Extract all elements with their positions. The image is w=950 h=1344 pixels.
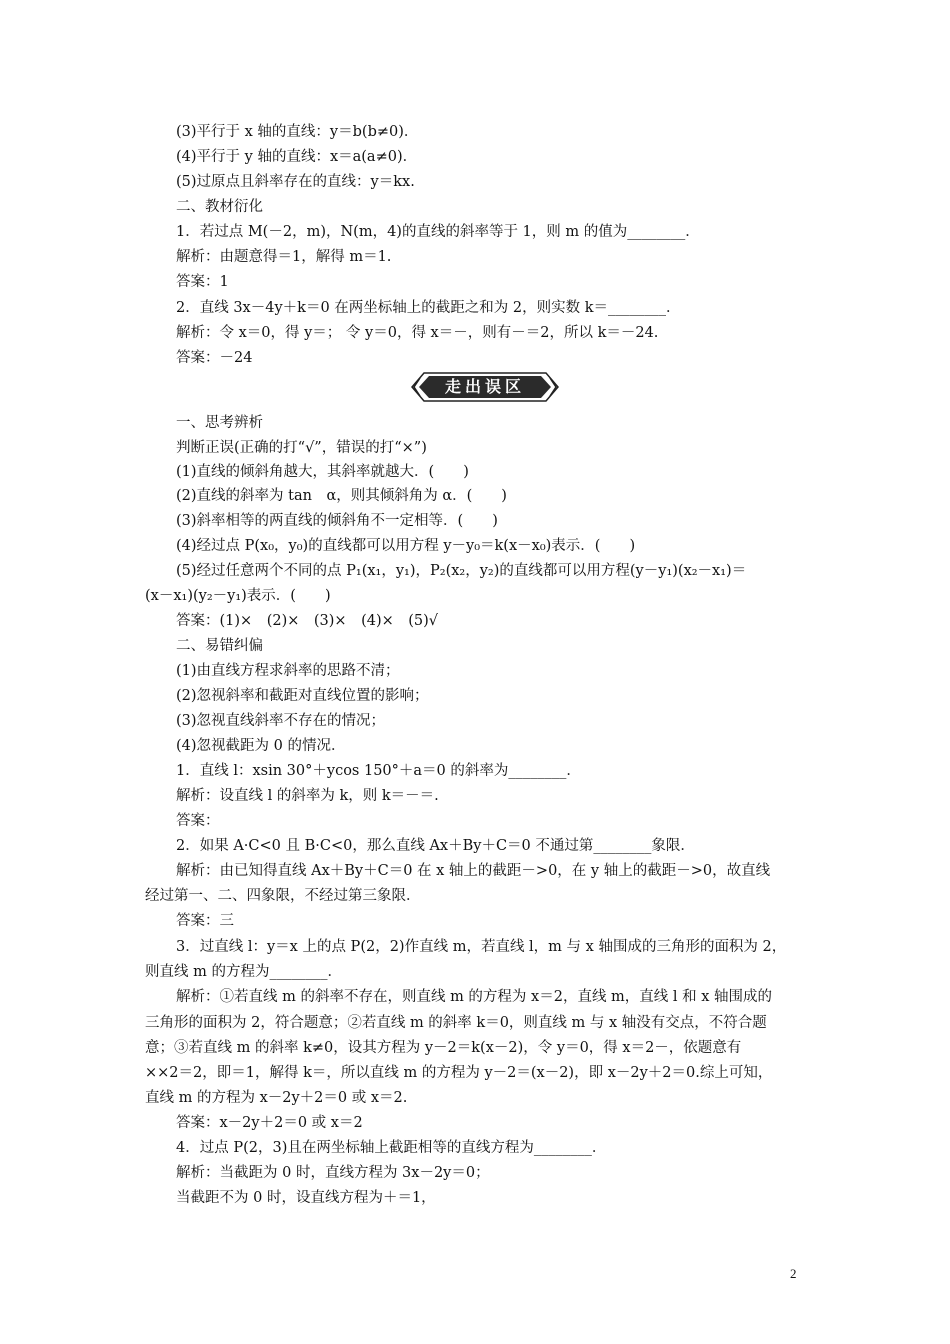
question-line: 1．若过点 M(－2，m)，N(m，4)的直线的斜率等于 1，则 m 的值为________． [176,224,700,240]
section-heading: 二、易错纠偏 [176,638,263,654]
section-banner [410,372,560,402]
text-line: (4)平行于 y 轴的直线：x＝a(a≠0)． [176,149,418,165]
question-line: 4．过点 P(2，3)且在两坐标轴上截距相等的直线方程为________． [176,1140,607,1156]
answer-line: 答案： [176,813,220,829]
banner-title: 走出误区 [444,377,525,396]
statement-line: (2)直线的斜率为 tan α，则其倾斜角为 α．( ) [176,488,507,504]
statement-line: (x－x₁)(y₂－y₁)表示．( ) [145,588,331,604]
solution-line: 解析：由题意得＝1，解得 m＝1. [176,249,392,265]
text-line: (4)忽视截距为 0 的情况． [176,738,346,754]
solution-line: 解析：由已知得直线 Ax＋By＋C＝0 在 x 轴上的截距－>0，在 y 轴上的截距－>0，故直线 [176,863,771,879]
solution-line: 解析：设直线 l 的斜率为 k，则 k＝－＝. [176,788,439,804]
question-line: 2．直线 3x－4y＋k＝0 在两坐标轴上的截距之和为 2，则实数 k＝________． [176,300,681,316]
instruction-line: 判断正误(正确的打“√”，错误的打“×”) [176,440,427,456]
answer-line: 答案：(1)× (2)× (3)× (4)× (5)√ [176,613,439,629]
answer-line: 答案：1 [176,274,229,290]
question-line: 2．如果 A·C<0 且 B·C<0，那么直线 Ax＋By＋C＝0 不通过第________象限． [176,838,695,854]
solution-line: 解析：当截距为 0 时，直线方程为 3x－2y＝0； [176,1165,490,1181]
question-line: 1．直线 l：xsin 30°＋ycos 150°＋a＝0 的斜率为________． [176,763,581,779]
text-line: (3)平行于 x 轴的直线：y＝b(b≠0)． [176,124,419,140]
solution-line: 意；③若直线 m 的斜率 k≠0，设其方程为 y－2＝k(x－2)，令 y＝0，得 x＝2－，依题意有 [145,1040,742,1056]
solution-line: 三角形的面积为 2，符合题意；②若直线 m 的斜率 k＝0，则直线 m 与 x 轴没有交点，不符合题 [145,1015,767,1031]
solution-line: 直线 m 的方程为 x－2y＋2＝0 或 x＝2. [145,1090,408,1106]
section-heading: 一、思考辨析 [176,415,263,431]
question-line: 3．过直线 l：y＝x 上的点 P(2，2)作直线 m，若直线 l，m 与 x 轴围成的三角形的面积为 2， [176,939,787,955]
text-line: (1)由直线方程求斜率的思路不清； [176,663,400,679]
solution-line: 当截距不为 0 时，设直线方程为＋＝1， [176,1190,436,1206]
page-number: 2 [790,1266,797,1281]
solution-line: 经过第一、二、四象限，不经过第三象限． [145,888,421,904]
statement-line: (4)经过点 P(x₀，y₀)的直线都可以用方程 y－y₀＝k(x－x₀)表示．( ) [176,538,636,554]
text-line: (2)忽视斜率和截距对直线位置的影响； [176,688,429,704]
solution-line: 解析：①若直线 m 的斜率不存在，则直线 m 的方程为 x＝2，直线 m，直线 l 和 x 轴围成的 [176,989,773,1005]
question-line: 则直线 m 的方程为________． [145,964,342,980]
text-line: (3)忽视直线斜率不存在的情况； [176,713,386,729]
statement-line: (5)经过任意两个不同的点 P₁(x₁，y₁)，P₂(x₂，y₂)的直线都可以用方程(y－y₁)(x₂－x₁)＝ [176,563,747,579]
statement-line: (3)斜率相等的两直线的倾斜角不一定相等．( ) [176,513,498,529]
answer-line: 答案：x－2y＋2＝0 或 x＝2 [176,1115,363,1131]
solution-line: 解析：令 x＝0，得 y＝； 令 y＝0，得 x＝－，则有－＝2，所以 k＝－24. [176,325,659,341]
answer-line: 答案：－24 [176,350,253,366]
answer-line: 答案：三 [176,913,234,929]
statement-line: (1)直线的倾斜角越大，其斜率就越大．( ) [176,464,469,480]
solution-line: ××2＝2，即＝1，解得 k＝，所以直线 m 的方程为 y－2＝(x－2)，即 x－2y＋2＝0.综上可知， [145,1065,773,1081]
text-line: (5)过原点且斜率存在的直线：y＝kx. [176,174,415,190]
section-heading: 二、教材衍化 [176,199,263,215]
